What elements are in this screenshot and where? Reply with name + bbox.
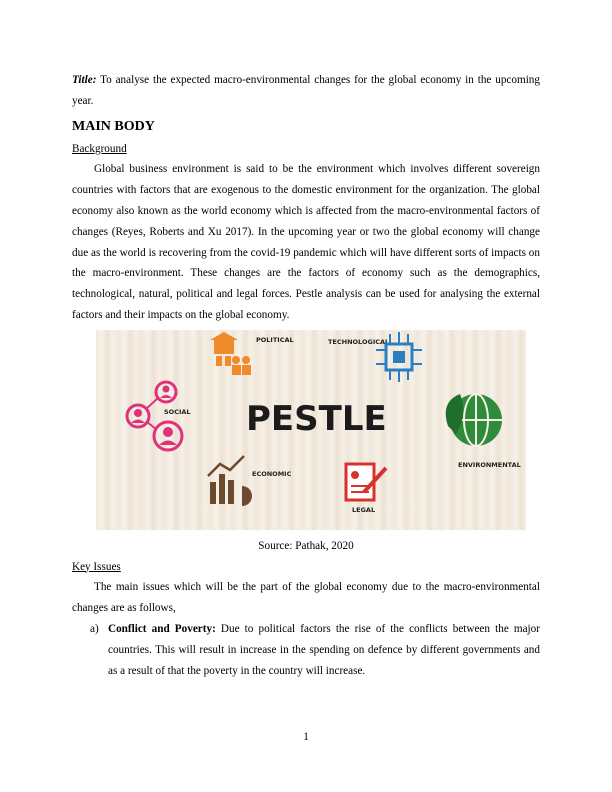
page-number: 1 <box>303 731 309 743</box>
background-heading: Background <box>72 142 127 155</box>
economic-label: ECONOMIC <box>252 469 292 478</box>
pestle-illustration <box>96 330 526 530</box>
document-page <box>72 70 540 681</box>
key-issues-heading: Key Issues <box>72 560 121 573</box>
pestle-title: PESTLE <box>246 398 387 439</box>
issue-title: Conflict and Poverty: <box>108 622 216 635</box>
social-label: SOCIAL <box>164 407 191 416</box>
key-issues-intro: The main issues which will be the part of the global economy due to the macro-environmental changes are as follows, <box>72 581 540 615</box>
issues-list <box>72 619 540 681</box>
title-label: Title: <box>72 74 97 86</box>
figure-caption: Source: Pathak, 2020 <box>258 539 354 552</box>
political-label: POLITICAL <box>256 335 294 344</box>
background-paragraph: Global business environment is said to be the environment which involves different sovereign countries with factors that are exogenous to the domestic environment for the organization. The global economy also known as the world economy which is affected from the macro-environmental factors of changes (Reyes, Roberts and Xu 2017). In the upcoming year or two the global economy will change due as the world is recovering from the covid-19 pandemic which will have different sorts of impacts on the macro-environment. These changes are the factors of economy such as the demographics, technological, natural, political and legal forces. Pestle analysis can be used for analysing the external factors and their impacts on the global economy. <box>72 163 540 321</box>
environmental-icon <box>446 394 502 446</box>
legal-icon <box>346 464 386 500</box>
list-marker: a) <box>90 622 99 635</box>
political-icon <box>210 332 251 375</box>
technological-label: TECHNOLOGICAL <box>328 337 390 346</box>
social-icon <box>127 382 182 450</box>
list-item <box>90 619 540 681</box>
document-title <box>72 70 540 112</box>
environmental-label: ENVIRONMENTAL <box>458 460 521 469</box>
pestle-figure <box>96 330 526 530</box>
main-heading: MAIN BODY <box>72 118 155 134</box>
economic-icon <box>208 456 252 506</box>
legal-label: LEGAL <box>352 505 376 514</box>
issue-text: Due to political factors the rise of the conflicts between the major countries. This will result in increase in the spending on defence by different governments and as a result of that the poverty in the country will increase. <box>108 622 540 677</box>
title-text: To analyse the expected macro-environmental changes for the global economy in the upcoming year. <box>72 74 540 107</box>
